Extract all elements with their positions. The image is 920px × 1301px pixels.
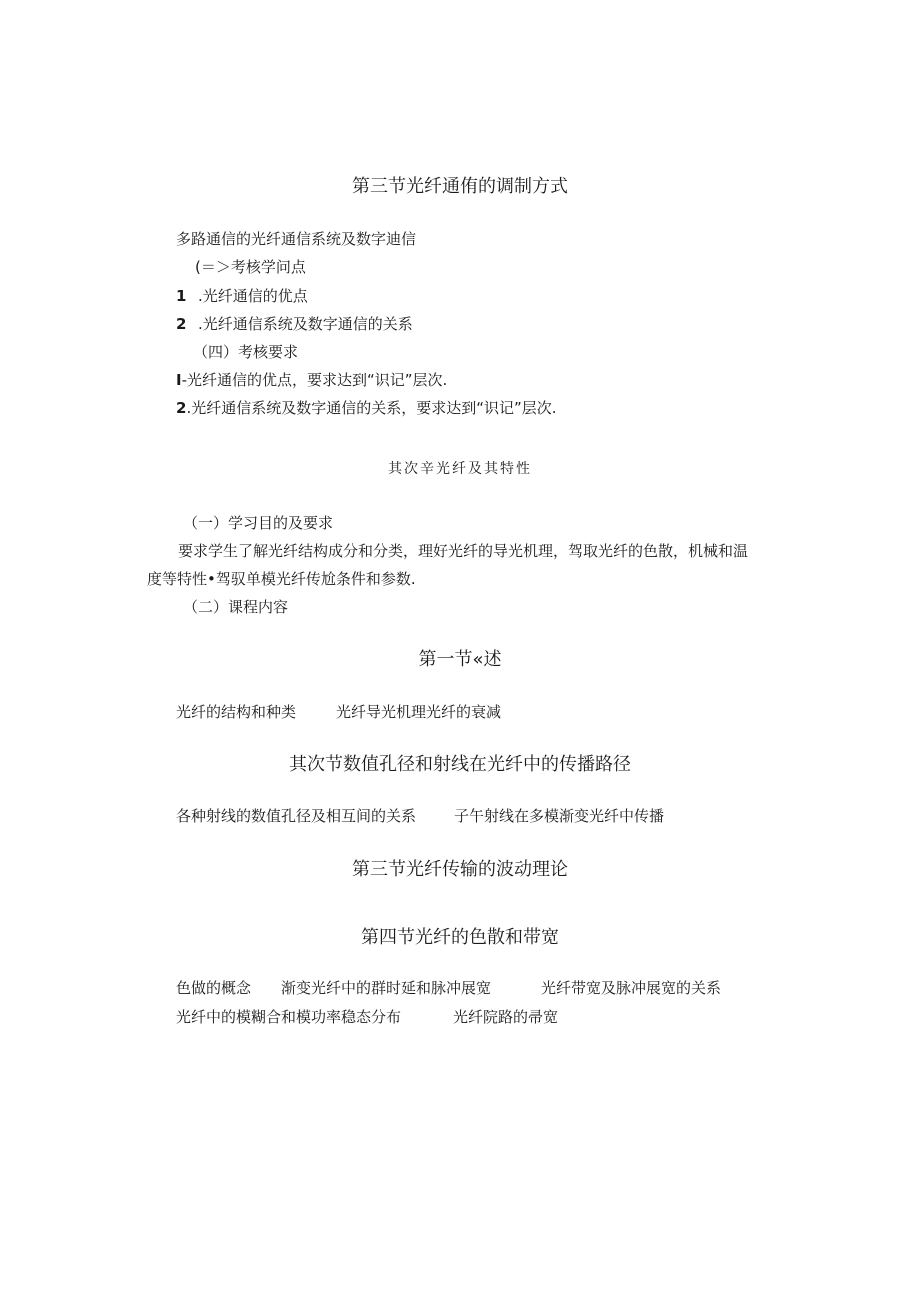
section-heading-dispersion: 第四节光纤的色散和带宽 — [361, 927, 559, 948]
topic-item: 色做的概念 — [176, 979, 252, 997]
exam-point-item — [176, 286, 308, 306]
topic-item: 各种射线的数值孔径及相互间的关系 — [176, 807, 417, 825]
exam-point-text: .光纤通信系统及数字通信的关系 — [198, 315, 413, 333]
section-heading-wave-theory: 第三节光纤传输的波动理论 — [352, 859, 568, 880]
topic-item: 子午射线在多模渐变光纤中传播 — [454, 807, 665, 825]
requirement-item — [176, 398, 557, 418]
intro-line: 多路通信的光纤通信系统及数字迪信 — [176, 230, 417, 248]
subsection-exam-requirements: （四）考核要求 — [193, 343, 299, 361]
subsection-goals: （一）学习目的及要求 — [183, 514, 334, 532]
requirement-number: 2 — [176, 399, 187, 417]
topic-item: 光纤的结构和种类 — [176, 703, 297, 721]
topic-row — [176, 1007, 558, 1027]
subsection-exam-points: (＝＞考核学问点 — [195, 258, 306, 276]
goal-paragraph-line: 要求学生了解光纤结构成分和分类，理好光纤的导光机理，驾取光纤的色散，机械和温 — [178, 542, 749, 560]
section-heading-overview: 第一节«述 — [418, 649, 502, 670]
exam-point-text: .光纤通信的优点 — [198, 287, 308, 305]
section-heading-modulation: 第三节光纤通侑的调制方式 — [352, 176, 568, 197]
exam-point-number: 1 — [176, 287, 187, 305]
chapter-heading: 其次辛光纤及其特性 — [388, 461, 532, 477]
requirement-item — [176, 370, 447, 390]
requirement-number: I — [176, 371, 182, 389]
requirement-text: .光纤通信系统及数字通信的关系，要求达到“识记”层次. — [186, 399, 557, 417]
topic-item: 光纤院路的帚宽 — [453, 1008, 559, 1026]
goal-paragraph-line: 度等特性•驾驭单模光纤传尬条件和参数. — [147, 570, 416, 588]
topic-row — [176, 806, 664, 826]
topic-item: 光纤导光机理光纤的衰减 — [336, 703, 502, 721]
topic-item: 光纤带宽及脉冲展宽的关系 — [541, 979, 722, 997]
exam-point-item — [176, 314, 413, 334]
subsection-content: （二）课程内容 — [183, 598, 289, 616]
topic-item: 渐变光纤中的群时延和脉冲展宽 — [281, 979, 492, 997]
topic-row — [176, 978, 721, 998]
requirement-text: -光纤通信的优点，要求达到“识记”层次. — [181, 371, 448, 389]
exam-point-number: 2 — [176, 315, 187, 333]
topic-item: 光纤中的模糊合和模功率稳态分布 — [176, 1008, 402, 1026]
topic-row — [176, 702, 501, 722]
section-heading-numerical-aperture: 其次节数值孔径和射线在光纤中的传播路径 — [289, 754, 631, 775]
